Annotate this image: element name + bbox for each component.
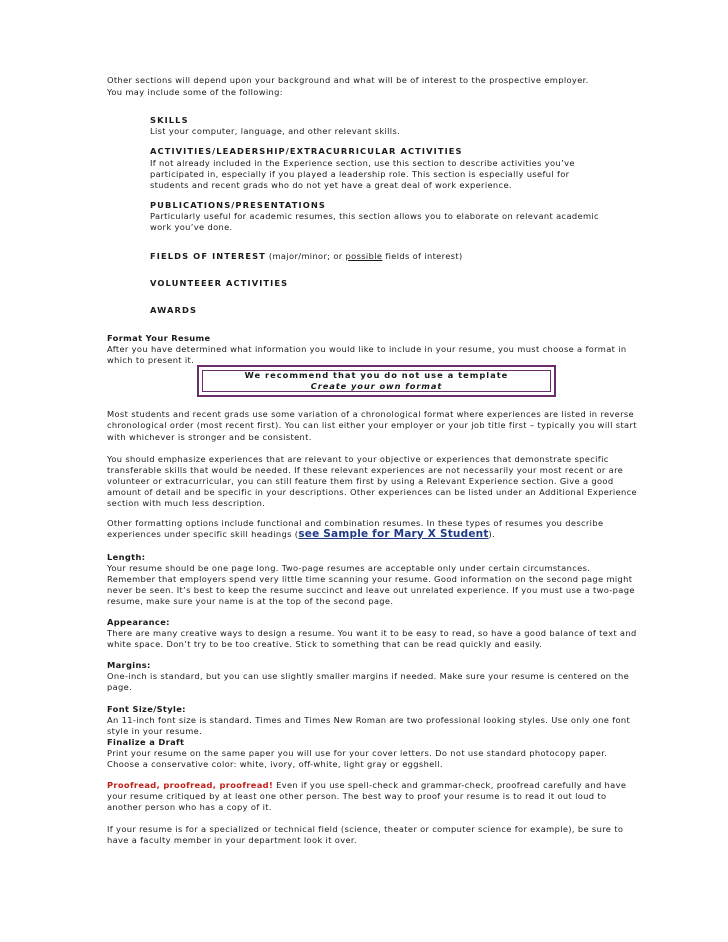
fields-note: fields of interest) xyxy=(382,251,463,261)
emphasize-text: You should emphasize experiences that are relevant to your objective or experiences that demonstrate specific xyxy=(107,454,609,464)
callout-line: Create your own format xyxy=(310,381,443,391)
font-text: style in your resume. xyxy=(107,726,203,736)
intro-line: Other sections will depend upon your background and what will be of interest to the prospective employer. xyxy=(107,75,589,85)
activities-text: If not already included in the Experience section, use this section to describe activities you’ve xyxy=(150,158,575,168)
margins-heading: Margins: xyxy=(107,660,151,670)
publications-text: Particularly useful for academic resumes, this section allows you to elaborate on relevant academic xyxy=(150,211,599,221)
proofread-text: Even if you use spell-check and grammar-check, proofread carefully and have xyxy=(273,780,627,790)
length-text: Your resume should be one page long. Two-page resumes are acceptable only under certain circumstances. xyxy=(107,563,591,573)
appearance-text: There are many creative ways to design a resume. You want it to be easy to read, so have a good balance of text and xyxy=(107,628,637,638)
proofread-text: another person who has a copy of it. xyxy=(107,802,272,812)
other-formats-text: Other formatting options include functional and combination resumes. In these types of resumes you describe xyxy=(107,518,604,528)
fields-of-interest-line xyxy=(150,251,463,262)
finalize-text: Choose a conservative color: white, ivory, off-white, light gray or eggshell. xyxy=(107,759,443,769)
proofread-line xyxy=(107,780,626,791)
length-text: Remember that employers spend very little time scanning your resume. Good information on the second page might xyxy=(107,574,633,584)
margins-text: One-inch is standard, but you can use slightly smaller margins if needed. Make sure your resume is centered on the xyxy=(107,671,630,681)
font-text: An 11-inch font size is standard. Times and Times New Roman are two professional looking styles. Use only one font xyxy=(107,715,631,725)
proofread-emphasis: Proofread, proofread, proofread! xyxy=(107,780,274,790)
publications-text: work you’ve done. xyxy=(150,222,233,232)
fields-heading: FIELDS OF INTEREST xyxy=(150,251,266,261)
other-formats-text: ). xyxy=(488,529,496,539)
activities-text: students and recent grads who do not yet have a great deal of work experience. xyxy=(150,180,512,190)
technical-text: If your resume is for a specialized or technical field (science, theater or computer science for example), be sure to xyxy=(107,824,624,834)
activities-heading: ACTIVITIES/LEADERSHIP/EXTRACURRICULAR ACTIVITIES xyxy=(150,146,463,156)
length-heading: Length: xyxy=(107,552,146,562)
font-heading: Font Size/Style: xyxy=(107,704,186,714)
length-text: never be seen. It’s best to keep the resume succinct and leave out unrelated experience. If you must use a two-page xyxy=(107,585,635,595)
finalize-text: Print your resume on the same paper you will use for your cover letters. Do not use standard photocopy paper. xyxy=(107,748,608,758)
activities-text: participated in, especially if you played a leadership role. This section is especially useful for xyxy=(150,169,570,179)
sample-resume-link[interactable]: see Sample for Mary X Student xyxy=(298,528,489,540)
appearance-text: white space. Don’t try to be too creative. Stick to something that can be read quickly and easily. xyxy=(107,639,543,649)
skills-text: List your computer, language, and other relevant skills. xyxy=(150,126,401,136)
emphasize-text: volunteer or extracurricular, you can still feature them first by using a Relevant Experience section. Give a good xyxy=(107,476,614,486)
appearance-heading: Appearance: xyxy=(107,617,170,627)
callout-line: We recommend that you do not use a template xyxy=(244,370,509,380)
chronological-text: Most students and recent grads use some variation of a chronological format where experiences are listed in reverse xyxy=(107,409,635,419)
other-formats-text: experiences under specific skill headings ( xyxy=(107,529,299,539)
format-heading: Format Your Resume xyxy=(107,333,211,343)
format-text: After you have determined what information you would like to include in your resume, you must choose a format in xyxy=(107,344,627,354)
skills-heading: SKILLS xyxy=(150,115,189,125)
other-formats-line xyxy=(107,529,495,540)
finalize-heading: Finalize a Draft xyxy=(107,737,185,747)
volunteer-heading: VOLUNTEEER ACTIVITIES xyxy=(150,278,289,288)
publications-heading: PUBLICATIONS/PRESENTATIONS xyxy=(150,200,326,210)
emphasize-text: transferable skills that would be needed. If these relevant experiences are not necessarily your most recent or are xyxy=(107,465,624,475)
fields-note-underlined: possible xyxy=(345,251,383,261)
length-text: resume, make sure your name is at the top of the second page. xyxy=(107,596,394,606)
chronological-text: chronological order (most recent first). You can list either your employer or your job title first – typically you will start xyxy=(107,420,637,430)
format-text: which to present it. xyxy=(107,355,195,365)
template-callout xyxy=(197,365,556,397)
technical-text: have a faculty member in your department look it over. xyxy=(107,835,357,845)
intro-line: You may include some of the following: xyxy=(107,87,283,97)
margins-text: page. xyxy=(107,682,133,692)
fields-note: (major/minor; or xyxy=(265,251,346,261)
emphasize-text: section with much less description. xyxy=(107,498,266,508)
awards-heading: AWARDS xyxy=(150,305,198,315)
proofread-text: your resume critiqued by at least one other person. The best way to proof your resume is to read it out loud to xyxy=(107,791,607,801)
emphasize-text: amount of detail and be specific in your descriptions. Other experiences can be listed under an Additional Experience xyxy=(107,487,638,497)
chronological-text: with whichever is stronger and be consistent. xyxy=(107,432,312,442)
